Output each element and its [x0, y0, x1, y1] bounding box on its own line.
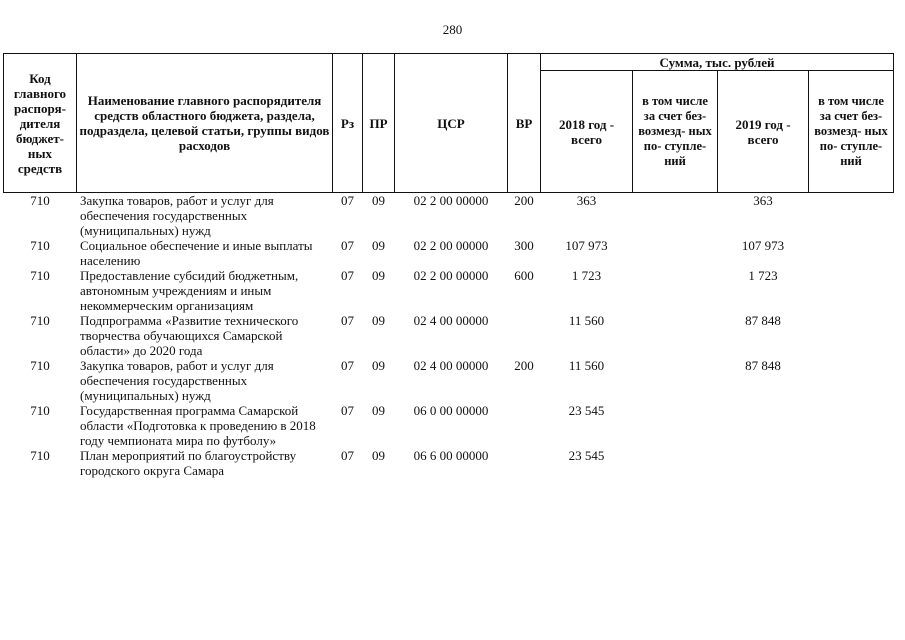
- page-number: 280: [442, 22, 463, 37]
- cell-vr: 200: [514, 193, 534, 208]
- cell-2018-total: 107 973: [565, 238, 608, 253]
- cell-pr: 09: [372, 238, 385, 253]
- cell-code: 710: [30, 358, 50, 373]
- cell-2018-free: [633, 403, 718, 448]
- cell-2019-free: [809, 403, 894, 448]
- cell-pr: 09: [372, 193, 385, 208]
- cell-code: 710: [30, 448, 50, 463]
- cell-2019-total: 1 723: [748, 268, 778, 283]
- cell-rz: 07: [341, 268, 354, 283]
- header-vr: ВР: [508, 54, 541, 193]
- cell-name: Закупка товаров, работ и услуг для обеспечения государственных (муниципальных) нужд: [80, 358, 274, 403]
- cell-2019-total: 107 973: [741, 238, 785, 253]
- header-pr: ПР: [363, 54, 395, 193]
- cell-name: Предоставление субсидий бюджетным, автономным учреждениям и иным некоммерческим организациям: [80, 268, 299, 313]
- cell-csr: 02 2 00 00000: [413, 193, 489, 208]
- header-sum: Сумма, тыс. рублей: [541, 54, 894, 71]
- cell-2018-free: [633, 313, 718, 358]
- cell-name: План мероприятий по благоустройству городского округа Самара: [80, 448, 297, 478]
- cell-2018-free: [633, 358, 718, 403]
- cell-code: 710: [30, 403, 50, 418]
- cell-name: Социальное обеспечение и иные выплаты населению: [80, 238, 313, 268]
- cell-csr: 02 2 00 00000: [413, 238, 489, 253]
- header-2019-free: в том числе за счет без- возмезд- ных по- ступле- ний: [809, 71, 894, 193]
- cell-rz: 07: [341, 193, 354, 208]
- table-row: [4, 313, 894, 358]
- table-row: [4, 193, 894, 239]
- cell-rz: 07: [341, 313, 354, 328]
- cell-rz: 07: [341, 358, 354, 373]
- cell-rz: 07: [341, 238, 354, 253]
- cell-2018-total: 363: [576, 193, 597, 208]
- cell-code: 710: [30, 313, 50, 328]
- header-2019-total: 2019 год - всего: [718, 71, 809, 193]
- cell-pr: 09: [372, 313, 385, 328]
- cell-pr: 09: [372, 358, 385, 373]
- header-code: Код главного распоря- дителя бюджет- ных средств: [4, 54, 77, 193]
- cell-2019-free: [809, 313, 894, 358]
- table-row: [4, 238, 894, 268]
- cell-2018-free: [633, 193, 718, 239]
- header-2018-total: 2018 год - всего: [541, 71, 633, 193]
- table-row: [4, 403, 894, 448]
- cell-vr: [508, 313, 541, 358]
- cell-2019-total: 87 848: [745, 358, 781, 373]
- cell-2019-total: 363: [753, 193, 773, 208]
- cell-vr: 200: [514, 358, 534, 373]
- header-rz: Рз: [333, 54, 363, 193]
- cell-2019-free: [809, 238, 894, 268]
- table-row: [4, 448, 894, 478]
- cell-2019-free: [809, 268, 894, 313]
- cell-2019-free: [809, 193, 894, 239]
- cell-2018-total: 11 560: [568, 358, 605, 373]
- cell-vr: 300: [514, 238, 534, 253]
- cell-2018-total: 23 545: [568, 403, 605, 418]
- cell-2019-free: [809, 358, 894, 403]
- table-row: [4, 358, 894, 403]
- cell-vr: 600: [514, 268, 534, 283]
- header-name: Наименование главного распорядителя средств областного бюджета, раздела, подраздела, целевой статьи, группы видов расходов: [77, 54, 333, 193]
- cell-2018-free: [633, 448, 718, 478]
- cell-csr: 06 6 00 00000: [413, 448, 489, 463]
- cell-csr: 02 4 00 00000: [413, 313, 489, 328]
- cell-2018-total: 23 545: [568, 448, 605, 463]
- cell-name: Подпрограмма «Развитие технического творчества обучающихся Самарской области» до 2020 года: [80, 313, 299, 358]
- cell-2018-total: 11 560: [568, 313, 605, 328]
- cell-2018-free: [633, 268, 718, 313]
- cell-csr: 02 4 00 00000: [413, 358, 489, 373]
- cell-rz: 07: [341, 448, 354, 463]
- header-2018-free: в том числе за счет без- возмезд- ных по- ступле- ний: [633, 71, 718, 193]
- cell-2019-total: [718, 403, 809, 448]
- cell-pr: 09: [372, 448, 385, 463]
- cell-2018-total: 1 723: [571, 268, 602, 283]
- cell-2018-free: [633, 238, 718, 268]
- cell-2019-total: 87 848: [745, 313, 781, 328]
- cell-pr: 09: [372, 403, 385, 418]
- cell-pr: 09: [372, 268, 385, 283]
- cell-name: Закупка товаров, работ и услуг для обеспечения государственных (муниципальных) нужд: [80, 193, 274, 238]
- cell-code: 710: [30, 238, 50, 253]
- cell-rz: 07: [341, 403, 354, 418]
- cell-csr: 06 0 00 00000: [413, 403, 489, 418]
- cell-2019-free: [809, 448, 894, 478]
- header-csr: ЦСР: [395, 54, 508, 193]
- budget-table: [3, 53, 894, 478]
- cell-vr: [508, 403, 541, 448]
- cell-code: 710: [30, 193, 50, 208]
- cell-code: 710: [30, 268, 50, 283]
- cell-name: Государственная программа Самарской области «Подготовка к проведению в 2018 году чемпионата мира по футболу»: [80, 403, 316, 448]
- table-row: [4, 268, 894, 313]
- cell-csr: 02 2 00 00000: [413, 268, 489, 283]
- cell-vr: [508, 448, 541, 478]
- cell-2019-total: [718, 448, 809, 478]
